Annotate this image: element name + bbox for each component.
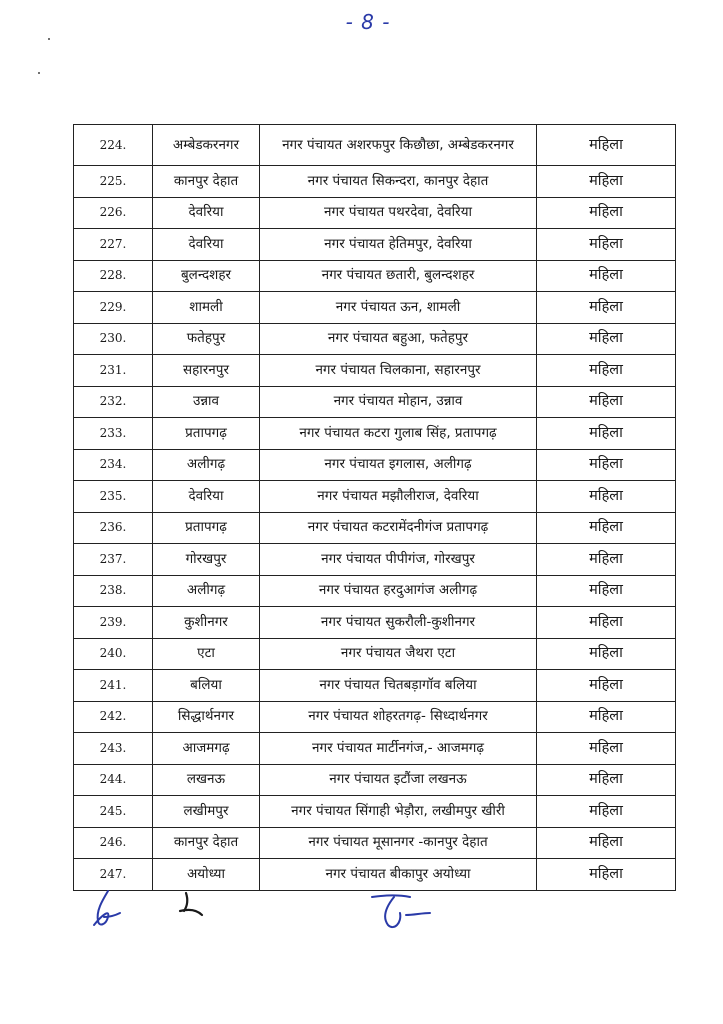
serial-number: 229. [74, 292, 153, 324]
table-row [74, 323, 676, 355]
table-row [74, 197, 676, 229]
table-body [74, 125, 676, 891]
table-row [74, 386, 676, 418]
district: गोरखपुर [153, 544, 260, 576]
table-row [74, 796, 676, 828]
serial-number: 234. [74, 449, 153, 481]
page-number: - 8 - [345, 10, 391, 34]
reservation-category: महिला [537, 796, 676, 828]
serial-number: 225. [74, 166, 153, 198]
reservation-category: महिला [537, 229, 676, 261]
district: बुलन्दशहर [153, 260, 260, 292]
table-row [74, 229, 676, 261]
nagar-panchayat-name: नगर पंचायत जैथरा एटा [260, 638, 537, 670]
nagar-panchayat-name: नगर पंचायत सुकरौली-कुशीनगर [260, 607, 537, 639]
nagar-panchayat-name: नगर पंचायत पथरदेवा, देवरिया [260, 197, 537, 229]
district: अयोध्या [153, 859, 260, 891]
district: आजमगढ़ [153, 733, 260, 765]
nagar-panchayat-name: नगर पंचायत सिकन्दरा, कानपुर देहात [260, 166, 537, 198]
serial-number: 244. [74, 764, 153, 796]
table-row [74, 166, 676, 198]
reservation-category: महिला [537, 638, 676, 670]
reservation-category: महिला [537, 125, 676, 166]
district: शामली [153, 292, 260, 324]
reservation-category: महिला [537, 512, 676, 544]
reservation-category: महिला [537, 197, 676, 229]
table-row [74, 260, 676, 292]
nagar-panchayat-name: नगर पंचायत छतारी, बुलन्दशहर [260, 260, 537, 292]
district: कानपुर देहात [153, 827, 260, 859]
reservation-category: महिला [537, 386, 676, 418]
nagar-panchayat-name: नगर पंचायत हेतिमपुर, देवरिया [260, 229, 537, 261]
nagar-panchayat-name: नगर पंचायत हरदुआगंज अलीगढ़ [260, 575, 537, 607]
reservation-category: महिला [537, 859, 676, 891]
table-row [74, 701, 676, 733]
district: उन्नाव [153, 386, 260, 418]
district: एटा [153, 638, 260, 670]
district: कुशीनगर [153, 607, 260, 639]
scan-speck [48, 38, 50, 40]
serial-number: 237. [74, 544, 153, 576]
reservation-category: महिला [537, 827, 676, 859]
signatures-area [80, 885, 480, 945]
district: देवरिया [153, 197, 260, 229]
nagar-panchayat-name: नगर पंचायत इटौंजा लखनऊ [260, 764, 537, 796]
serial-number: 236. [74, 512, 153, 544]
table-row [74, 764, 676, 796]
table-row [74, 733, 676, 765]
serial-number: 226. [74, 197, 153, 229]
table-row [74, 481, 676, 513]
reservation-table [73, 124, 676, 891]
serial-number: 242. [74, 701, 153, 733]
reservation-category: महिला [537, 575, 676, 607]
nagar-panchayat-name: नगर पंचायत शोहरतगढ़- सिध्दार्थनगर [260, 701, 537, 733]
serial-number: 241. [74, 670, 153, 702]
nagar-panchayat-name: नगर पंचायत मार्टीनगंज,- आजमगढ़ [260, 733, 537, 765]
reservation-category: महिला [537, 355, 676, 387]
serial-number: 239. [74, 607, 153, 639]
serial-number: 230. [74, 323, 153, 355]
nagar-panchayat-name: नगर पंचायत चितबड़ागॉव बलिया [260, 670, 537, 702]
district: लखीमपुर [153, 796, 260, 828]
reservation-category: महिला [537, 701, 676, 733]
reservation-category: महिला [537, 670, 676, 702]
district: देवरिया [153, 229, 260, 261]
reservation-category: महिला [537, 733, 676, 765]
reservation-category: महिला [537, 607, 676, 639]
serial-number: 238. [74, 575, 153, 607]
table-row [74, 418, 676, 450]
table-row [74, 607, 676, 639]
district: सहारनपुर [153, 355, 260, 387]
serial-number: 240. [74, 638, 153, 670]
district: लखनऊ [153, 764, 260, 796]
serial-number: 247. [74, 859, 153, 891]
serial-number: 243. [74, 733, 153, 765]
reservation-category: महिला [537, 323, 676, 355]
serial-number: 228. [74, 260, 153, 292]
nagar-panchayat-name: नगर पंचायत कटरामेंदनीगंज प्रतापगढ़ [260, 512, 537, 544]
nagar-panchayat-name: नगर पंचायत अशरफपुर किछौछा, अम्बेडकरनगर [260, 125, 537, 166]
nagar-panchayat-name: नगर पंचायत इगलास, अलीगढ़ [260, 449, 537, 481]
nagar-panchayat-name: नगर पंचायत कटरा गुलाब सिंह, प्रतापगढ़ [260, 418, 537, 450]
nagar-panchayat-name: नगर पंचायत मूसानगर -कानपुर देहात [260, 827, 537, 859]
table-row [74, 575, 676, 607]
table-row [74, 449, 676, 481]
nagar-panchayat-name: नगर पंचायत मझौलीराज, देवरिया [260, 481, 537, 513]
reservation-category: महिला [537, 449, 676, 481]
serial-number: 224. [74, 125, 153, 166]
table-row [74, 125, 676, 166]
table-row [74, 827, 676, 859]
reservation-category: महिला [537, 292, 676, 324]
district: फतेहपुर [153, 323, 260, 355]
reservation-category: महिला [537, 166, 676, 198]
table-row [74, 355, 676, 387]
reservation-category: महिला [537, 481, 676, 513]
serial-number: 227. [74, 229, 153, 261]
district: देवरिया [153, 481, 260, 513]
reservation-category: महिला [537, 544, 676, 576]
district: प्रतापगढ़ [153, 418, 260, 450]
table-row [74, 512, 676, 544]
table-row [74, 544, 676, 576]
nagar-panchayat-name: नगर पंचायत मोहान, उन्नाव [260, 386, 537, 418]
scan-speck [38, 72, 40, 74]
nagar-panchayat-name: नगर पंचायत चिलकाना, सहारनपुर [260, 355, 537, 387]
nagar-panchayat-name: नगर पंचायत बहुआ, फतेहपुर [260, 323, 537, 355]
nagar-panchayat-name: नगर पंचायत पीपीगंज, गोरखपुर [260, 544, 537, 576]
serial-number: 245. [74, 796, 153, 828]
district: अलीगढ़ [153, 575, 260, 607]
table-row [74, 292, 676, 324]
nagar-panchayat-name: नगर पंचायत सिंगाही भेड़ौरा, लखीमपुर खीरी [260, 796, 537, 828]
district: अम्बेडकरनगर [153, 125, 260, 166]
serial-number: 232. [74, 386, 153, 418]
reservation-category: महिला [537, 764, 676, 796]
reservation-category: महिला [537, 260, 676, 292]
nagar-panchayat-name: नगर पंचायत बीकापुर अयोध्या [260, 859, 537, 891]
table-row [74, 638, 676, 670]
serial-number: 231. [74, 355, 153, 387]
serial-number: 233. [74, 418, 153, 450]
district: अलीगढ़ [153, 449, 260, 481]
serial-number: 235. [74, 481, 153, 513]
district: प्रतापगढ़ [153, 512, 260, 544]
district: बलिया [153, 670, 260, 702]
table-row [74, 670, 676, 702]
nagar-panchayat-name: नगर पंचायत ऊन, शामली [260, 292, 537, 324]
district: सिद्धार्थनगर [153, 701, 260, 733]
serial-number: 246. [74, 827, 153, 859]
district: कानपुर देहात [153, 166, 260, 198]
reservation-category: महिला [537, 418, 676, 450]
